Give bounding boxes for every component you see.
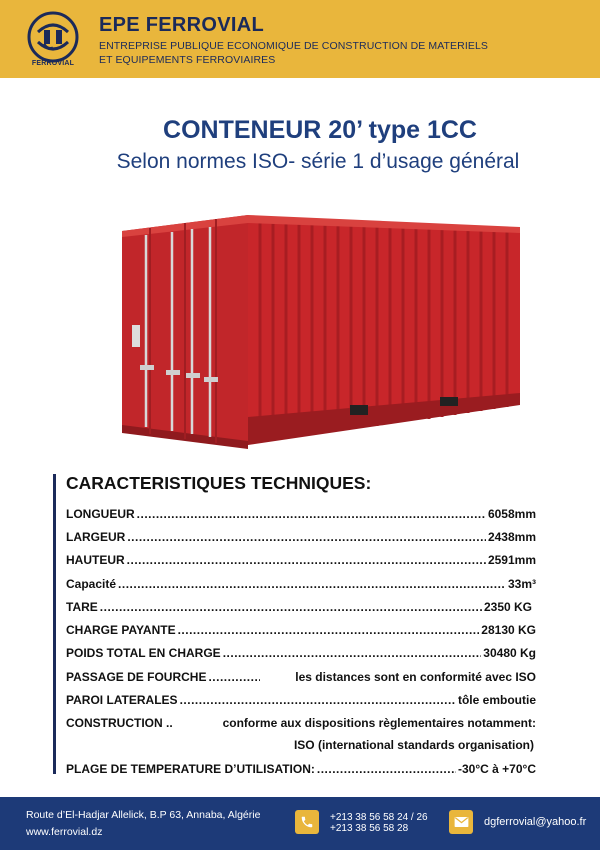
page-title: CONTENEUR 20’ type 1CC: [163, 116, 477, 144]
spec-value: tôle emboutie: [457, 693, 536, 707]
spec-value: 30480 Kg: [483, 646, 536, 660]
spec-label: POIDS TOTAL EN CHARGE: [66, 646, 221, 660]
spec-row-passage-fourche: [66, 670, 536, 684]
footer-phone-1: +213 38 56 58 24 / 26: [330, 812, 428, 823]
spec-label: LARGEUR: [66, 530, 126, 544]
spec-row-largeur: [66, 530, 536, 544]
spec-leader: [118, 577, 506, 591]
spec-label: PAROI LATERALES: [66, 693, 178, 707]
footer-email-link[interactable]: dgferrovial@yahoo.fr: [484, 816, 587, 828]
spec-row-poids-total: [66, 646, 536, 660]
spec-value: 2591mm: [487, 553, 536, 567]
spec-label: PASSAGE DE FOURCHE: [66, 670, 207, 684]
spec-row-plage-temperature: [66, 762, 536, 776]
spec-value: -30°C à +70°C: [458, 762, 536, 776]
spec-value: conforme aux dispositions règlementaires notamment:: [222, 716, 536, 730]
spec-leader: [317, 762, 456, 776]
spec-row-charge-payante: [66, 623, 536, 637]
footer-phone-2: +213 38 56 58 28: [330, 823, 409, 834]
spec-label: PLAGE DE TEMPERATURE D’UTILISATION:: [66, 762, 315, 776]
spec-label: CONSTRUCTION ..: [66, 716, 173, 730]
spec-leader: [127, 530, 486, 544]
spec-value: 6058mm: [487, 507, 536, 521]
spec-label: LONGUEUR: [66, 507, 135, 521]
spec-label: Capacité: [66, 577, 117, 591]
spec-label: TARE: [66, 600, 98, 614]
shipping-container-image: [110, 205, 530, 455]
spec-leader: [127, 553, 486, 567]
spec-value: 2350 KG: [483, 600, 532, 614]
spec-leader: [180, 693, 456, 707]
spec-heading: CARACTERISTIQUES TECHNIQUES:: [66, 473, 372, 493]
footer-bar: [0, 797, 600, 850]
spec-value: 33m³: [507, 577, 536, 591]
phone-icon: [295, 810, 319, 834]
footer-website-link[interactable]: www.ferrovial.dz: [26, 826, 103, 838]
spec-value: 28130 KG: [481, 623, 536, 637]
spec-accent-bar: [53, 474, 56, 774]
company-name: EPE FERROVIAL: [99, 14, 265, 36]
logo-text: FERROVIAL: [31, 60, 75, 67]
spec-leader: [137, 507, 486, 521]
spec-leader: [178, 623, 480, 637]
page-subtitle: Selon normes ISO- série 1 d’usage général: [116, 150, 520, 173]
spec-row-hauteur: [66, 553, 536, 567]
spec-label: HAUTEUR: [66, 553, 125, 567]
spec-row-tare: [66, 600, 532, 614]
spec-leader: [208, 670, 260, 684]
footer-address: Route d’El-Hadjar Allelick, B.P 63, Annaba, Algérie: [26, 809, 261, 821]
spec-row-longueur: [66, 507, 536, 521]
envelope-icon: [449, 810, 473, 834]
spec-row-capacite: [66, 577, 536, 591]
spec-label: CHARGE PAYANTE: [66, 623, 176, 637]
spec-leader: [100, 600, 482, 614]
header-bar: [0, 0, 600, 78]
company-subtitle-line2: ET EQUIPEMENTS FERROVIAIRES: [99, 54, 276, 66]
spec-row-construction: [66, 716, 536, 730]
spec-construction-continued: ISO (international standards organisation): [293, 738, 534, 752]
spec-value: 2438mm: [487, 530, 536, 544]
company-subtitle-line1: ENTREPRISE PUBLIQUE ECONOMIQUE DE CONSTRUCTION DE MATERIELS: [99, 40, 489, 52]
spec-row-paroi-laterales: [66, 693, 536, 707]
spec-leader: [223, 646, 482, 660]
spec-value: les distances sont en conformité avec ISO: [295, 670, 536, 684]
